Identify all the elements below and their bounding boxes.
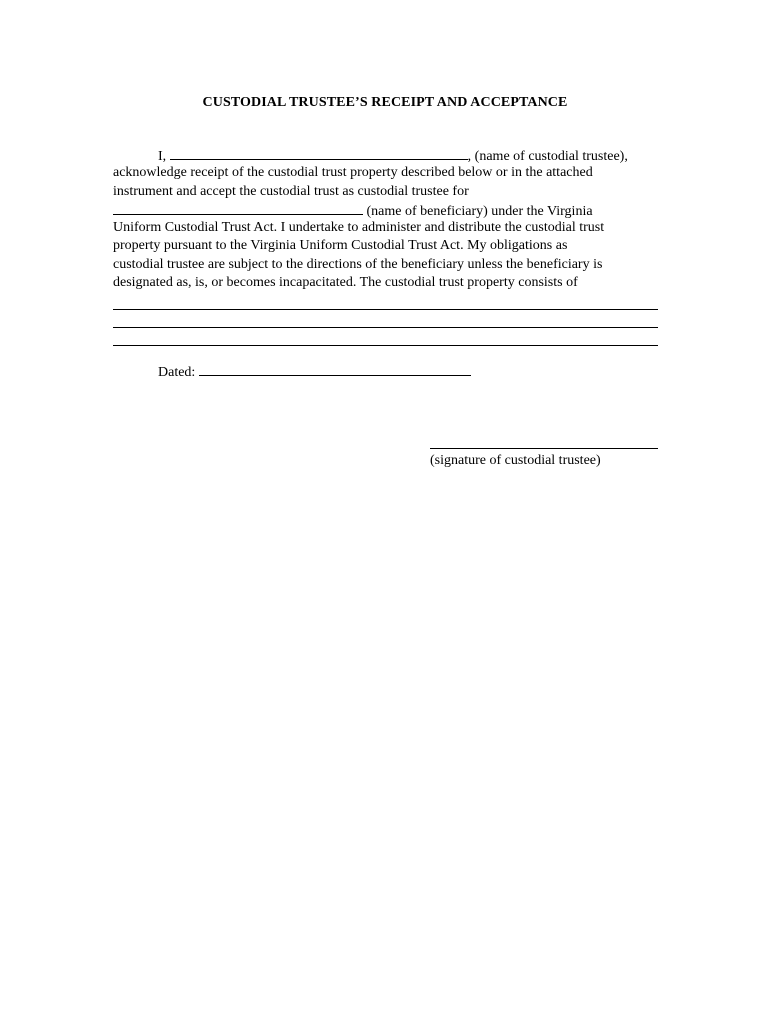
body-line-7: custodial trustee are subject to the directions of the beneficiary unless the beneficiary is (113, 256, 603, 272)
body-line-8: designated as, is, or becomes incapacitated. The custodial trust property consists of (113, 275, 578, 291)
body-line-6: property pursuant to the Virginia Uniform Custodial Trust Act. My obligations as (113, 238, 568, 254)
body-line-4 (113, 201, 658, 219)
document-title: CUSTODIAL TRUSTEE’S RECEIPT AND ACCEPTANCE (202, 95, 568, 110)
dated-row (158, 362, 471, 382)
body-line-1 (113, 146, 658, 164)
beneficiary-name-blank (113, 201, 363, 215)
body-line-3: instrument and accept the custodial trust as custodial trustee for (113, 183, 469, 199)
body-line-2: acknowledge receipt of the custodial trust property described below or in the attached (113, 165, 593, 181)
custodial-trustee-name-blank (170, 146, 468, 160)
property-blank-line-3 (113, 328, 658, 346)
body-line-1-suffix: , (name of custodial trustee), (467, 149, 628, 164)
body-line-5: Uniform Custodial Trust Act. I undertake to administer and distribute the custodial trust (113, 220, 605, 236)
document-body (113, 146, 658, 346)
date-blank (199, 362, 471, 376)
signature-line (430, 448, 658, 449)
body-line-4-suffix: (name of beneficiary) under the Virginia (366, 203, 593, 219)
body-line-1-prefix: I, (158, 149, 167, 164)
property-blank-line-1 (113, 292, 658, 310)
dated-label: Dated: (158, 365, 196, 380)
property-blank-line-2 (113, 310, 658, 328)
signature-caption: (signature of custodial trustee) (430, 453, 601, 468)
